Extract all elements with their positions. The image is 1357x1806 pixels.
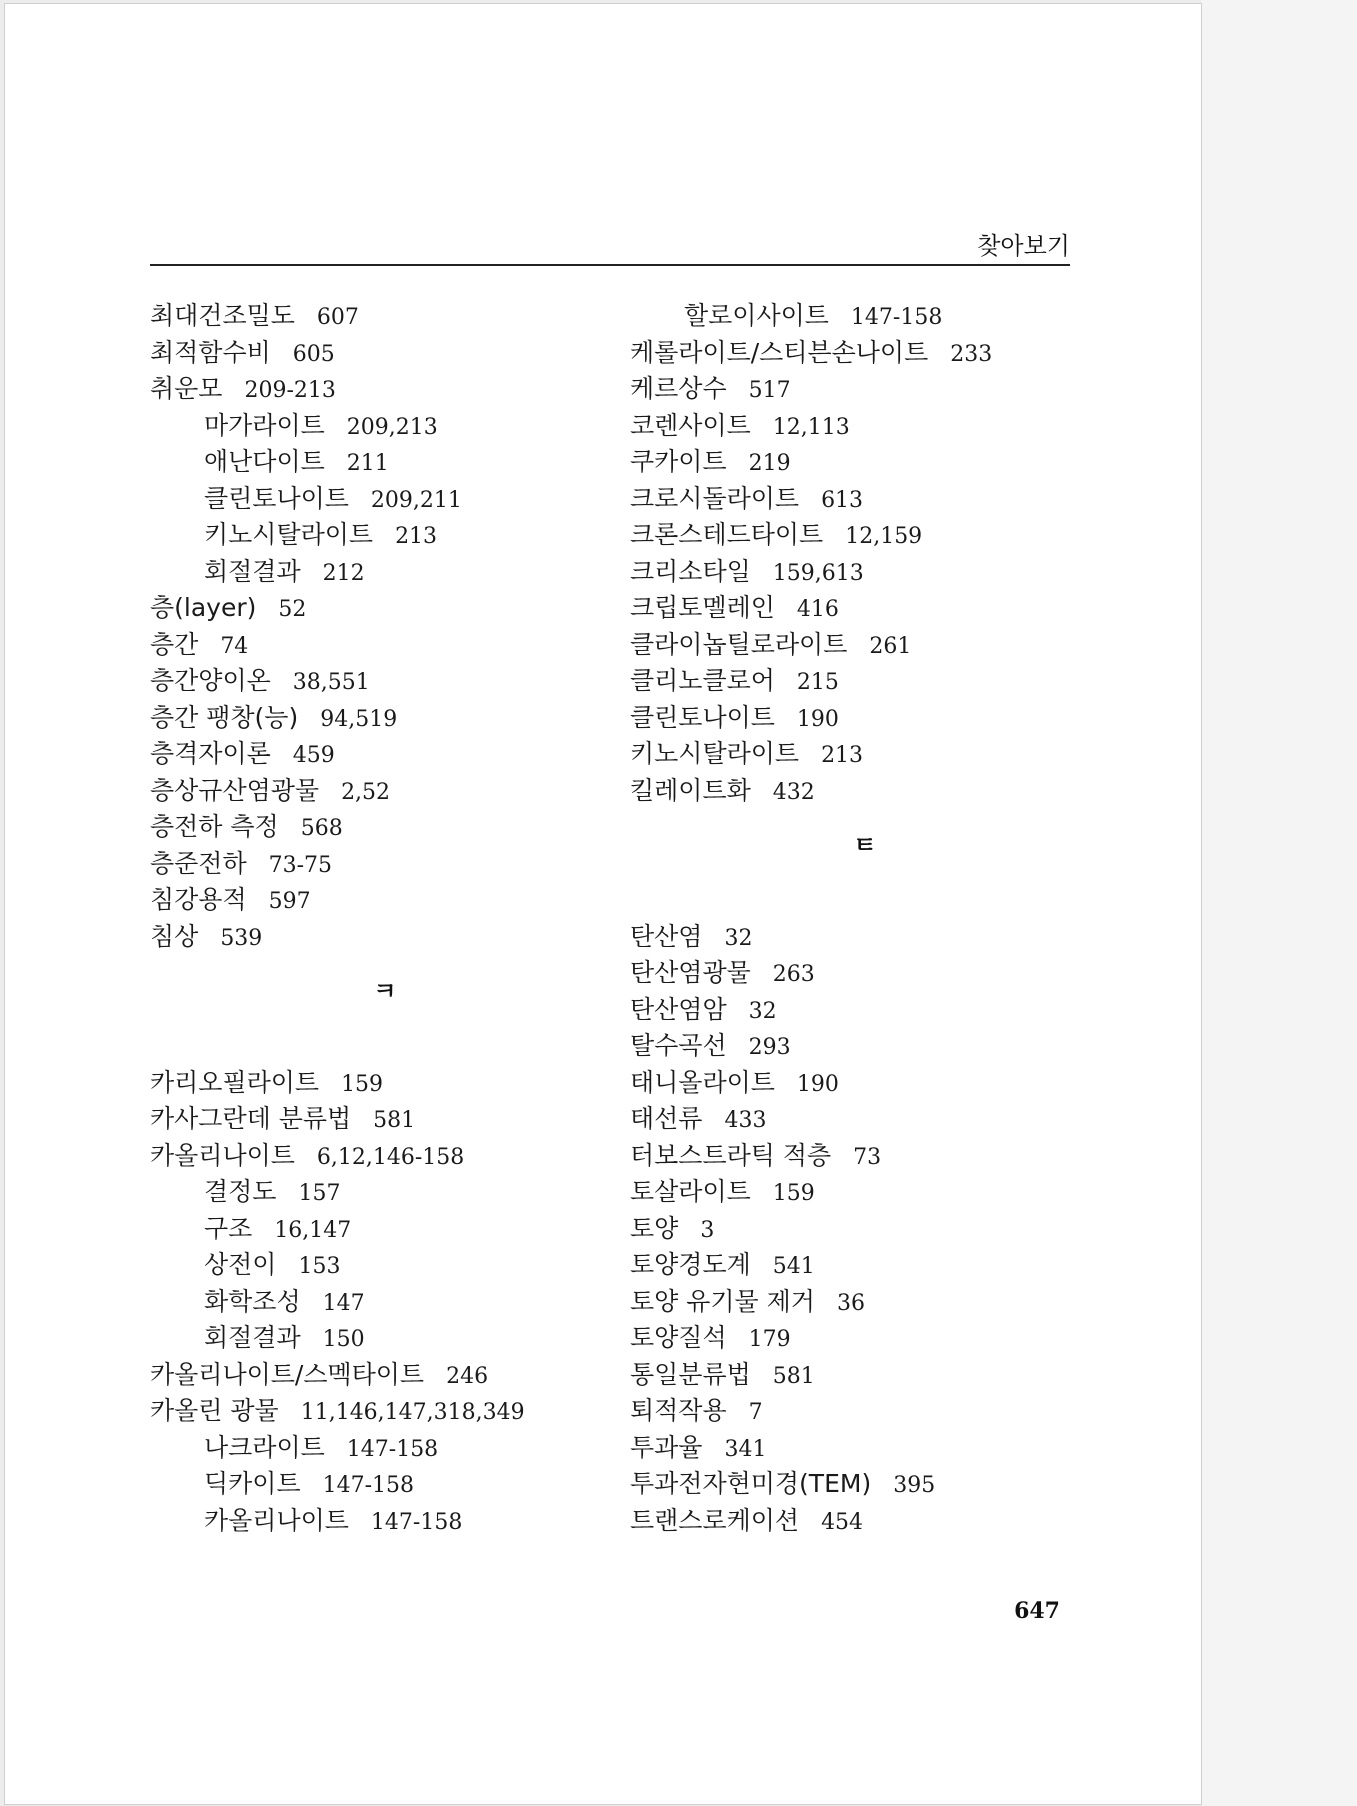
index-pages: 215 [796, 670, 839, 695]
index-term: 층(layer) [150, 593, 257, 622]
index-entry [630, 1503, 1100, 1540]
index-pages: 261 [869, 633, 912, 659]
index-pages: 213 [821, 743, 864, 768]
index-term: 태선류 [630, 1104, 703, 1133]
index-entry [150, 1357, 620, 1394]
index-term: 침강용적 [150, 885, 247, 914]
index-pages: 94,519 [320, 706, 398, 732]
index-entry [630, 371, 1100, 408]
index-term: 카리오필라이트 [150, 1067, 320, 1097]
index-term: 토양 유기물 제거 [630, 1286, 815, 1316]
index-pages: 209,213 [346, 414, 438, 440]
index-entry [150, 846, 620, 883]
index-pages: 7 [748, 1400, 763, 1425]
index-term: 카올리나이트 [204, 1505, 349, 1535]
index-pages: 159,613 [772, 560, 864, 586]
index-pages: 233 [950, 341, 993, 367]
index-term: 탄산염광물 [630, 958, 751, 987]
index-term: 카사그란데 분류법 [150, 1104, 352, 1133]
index-term: 회절결과 [204, 556, 301, 586]
index-pages: 212 [322, 560, 365, 586]
index-term: 투과율 [630, 1432, 703, 1462]
index-entry [630, 554, 1100, 591]
index-subentry [150, 517, 620, 554]
index-entry [150, 590, 620, 627]
section-spacer [630, 882, 1100, 919]
index-entry [150, 298, 620, 335]
index-pages: 341 [724, 1436, 767, 1462]
index-entry [630, 335, 1100, 372]
index-pages: 52 [278, 597, 307, 622]
index-term: 킬레이트화 [630, 775, 751, 805]
index-term: 할로이사이트 [684, 301, 829, 330]
index-pages: 6,12,146-158 [316, 1144, 465, 1170]
index-term: 층간 팽창(능) [150, 702, 299, 732]
index-entry [630, 663, 1100, 700]
index-term: 토양경도계 [630, 1250, 751, 1279]
index-entry [630, 444, 1100, 481]
index-entry [150, 1138, 620, 1175]
index-term: 트랜스로케이션 [630, 1505, 800, 1535]
index-term: 탄산염 [630, 921, 703, 951]
index-term: 카올리나이트 [150, 1140, 295, 1170]
index-term: 침상 [150, 921, 199, 951]
index-term: 딕카이트 [204, 1469, 301, 1498]
index-subentry [150, 1284, 620, 1321]
index-entry [630, 1357, 1100, 1394]
index-pages: 147 [322, 1290, 365, 1316]
index-pages: 36 [836, 1290, 865, 1316]
index-term: 나크라이트 [204, 1432, 325, 1462]
index-entry [630, 1247, 1100, 1284]
index-term: 키노시탈라이트 [204, 520, 374, 549]
index-subentry [150, 1430, 620, 1467]
index-term: 클린토나이트 [204, 483, 349, 513]
index-term: 토살라이트 [630, 1177, 751, 1206]
index-entry [630, 1028, 1100, 1065]
index-pages: 147-158 [322, 1473, 415, 1498]
index-term: 통일분류법 [630, 1359, 751, 1389]
index-term: 크리소타일 [630, 556, 751, 586]
index-entry [630, 1284, 1100, 1321]
index-pages: 432 [772, 779, 815, 805]
index-entry [630, 1466, 1100, 1503]
index-entry [150, 371, 620, 408]
index-entry [630, 517, 1100, 554]
index-term: 클리노클로어 [630, 666, 775, 695]
index-entry [630, 590, 1100, 627]
index-subentry [630, 298, 1100, 335]
index-term: 탄산염암 [630, 994, 727, 1024]
index-subentry [150, 444, 620, 481]
index-term: 크로시돌라이트 [630, 483, 800, 513]
index-entry [150, 882, 620, 919]
index-entry [150, 627, 620, 664]
index-pages: 2,52 [341, 779, 391, 805]
index-entry [630, 1320, 1100, 1357]
index-pages: 395 [893, 1473, 936, 1498]
index-entry [630, 1174, 1100, 1211]
index-pages: 607 [316, 305, 359, 330]
index-term: 층상규산염광물 [150, 775, 320, 805]
index-pages: 454 [821, 1509, 864, 1535]
index-subentry [150, 1247, 620, 1284]
index-entry [630, 1101, 1100, 1138]
index-term: 코렌사이트 [630, 410, 751, 440]
index-term: 애난다이트 [204, 447, 325, 476]
index-pages: 581 [373, 1108, 416, 1133]
index-term: 토양 [630, 1213, 679, 1243]
index-pages: 73-75 [268, 852, 333, 878]
index-subentry [150, 481, 620, 518]
index-pages: 597 [268, 889, 311, 914]
index-pages: 605 [292, 341, 335, 367]
index-term: 상전이 [204, 1250, 277, 1279]
index-pages: 190 [796, 1071, 839, 1097]
index-term: 최적함수비 [150, 337, 271, 367]
index-pages: 539 [220, 925, 263, 951]
index-pages: 211 [346, 451, 389, 476]
index-entry [150, 663, 620, 700]
index-pages: 38,551 [292, 670, 370, 695]
index-pages: 517 [748, 378, 791, 403]
index-pages: 11,146,147,318,349 [300, 1400, 525, 1425]
index-pages: 147-158 [850, 305, 943, 330]
index-term: 층준전하 [150, 848, 247, 878]
index-term: 토양질석 [630, 1323, 727, 1352]
index-section-head: ㅌ [853, 831, 877, 859]
index-pages: 159 [772, 1181, 815, 1206]
index-term: 결정도 [204, 1177, 277, 1206]
index-term: 크론스테드타이트 [630, 520, 824, 549]
index-subentry [150, 408, 620, 445]
index-pages: 246 [446, 1363, 489, 1389]
index-pages: 190 [796, 706, 839, 732]
index-term: 마가라이트 [204, 410, 325, 440]
index-pages: 179 [748, 1327, 791, 1352]
index-column-left [150, 298, 620, 1539]
index-subentry [150, 1211, 620, 1248]
index-entry [150, 1065, 620, 1102]
index-term: 층전하 측정 [150, 812, 279, 841]
index-term: 화학조성 [204, 1286, 301, 1316]
index-entry [150, 700, 620, 737]
index-section-head: ㅋ [373, 977, 397, 1005]
index-subentry [150, 1466, 620, 1503]
index-entry [630, 992, 1100, 1029]
index-pages: 147-158 [346, 1436, 439, 1462]
index-term: 크립토멜레인 [630, 593, 775, 622]
index-term: 카올린 광물 [150, 1396, 279, 1425]
index-term: 태니올라이트 [630, 1067, 775, 1097]
index-pages: 150 [322, 1327, 365, 1352]
index-entry [630, 955, 1100, 992]
index-pages: 157 [298, 1181, 341, 1206]
index-entry [150, 809, 620, 846]
index-pages: 32 [748, 998, 777, 1024]
index-pages: 541 [772, 1254, 815, 1279]
index-pages: 568 [300, 816, 343, 841]
index-entry [630, 773, 1100, 810]
index-term: 클린토나이트 [630, 702, 775, 732]
section-spacer [150, 1028, 620, 1065]
index-entry [630, 1065, 1100, 1102]
index-subentry [150, 1503, 620, 1540]
index-column-right [630, 298, 1100, 1539]
index-entry [630, 481, 1100, 518]
index-entry [630, 1138, 1100, 1175]
index-pages: 12,113 [772, 414, 850, 440]
index-entry [630, 700, 1100, 737]
index-term: 투과전자현미경(TEM) [630, 1469, 872, 1498]
index-entry [630, 627, 1100, 664]
index-pages: 263 [772, 962, 815, 987]
header-rule [150, 264, 1070, 266]
index-pages: 433 [724, 1108, 767, 1133]
index-pages: 213 [395, 524, 438, 549]
index-entry [150, 1393, 620, 1430]
index-term: 탈수곡선 [630, 1031, 727, 1060]
index-subentry [150, 1320, 620, 1357]
index-pages: 153 [298, 1254, 341, 1279]
index-entry [630, 919, 1100, 956]
viewer-background [1201, 0, 1357, 1806]
index-term: 터보스트라틱 적층 [630, 1140, 832, 1170]
index-entry [630, 408, 1100, 445]
index-entry [150, 736, 620, 773]
index-term: 층간양이온 [150, 666, 271, 695]
index-pages: 12,159 [845, 524, 923, 549]
index-pages: 73 [853, 1144, 882, 1170]
index-pages: 32 [724, 925, 753, 951]
index-term: 층격자이론 [150, 739, 271, 768]
index-entry [630, 1430, 1100, 1467]
page-number: 647 [1014, 1598, 1060, 1624]
index-term: 구조 [204, 1213, 253, 1243]
index-pages: 416 [796, 597, 839, 622]
index-term: 케롤라이트/스티븐손나이트 [630, 337, 929, 367]
index-term: 케르상수 [630, 374, 727, 403]
index-pages: 613 [821, 487, 864, 513]
index-term: 키노시탈라이트 [630, 739, 800, 768]
index-pages: 219 [748, 451, 791, 476]
index-entry [150, 773, 620, 810]
index-pages: 459 [292, 743, 335, 768]
index-term: 쿠카이트 [630, 447, 727, 476]
index-term: 층간 [150, 629, 199, 659]
index-subentry [150, 554, 620, 591]
index-entry [630, 1393, 1100, 1430]
index-pages: 159 [341, 1071, 384, 1097]
index-pages: 74 [220, 633, 249, 659]
index-pages: 3 [700, 1217, 715, 1243]
index-entry [630, 1211, 1100, 1248]
index-subentry [150, 1174, 620, 1211]
index-pages: 16,147 [274, 1217, 352, 1243]
index-entry [630, 736, 1100, 773]
index-term: 최대건조밀도 [150, 301, 295, 330]
index-pages: 581 [772, 1363, 815, 1389]
index-entry [150, 1101, 620, 1138]
index-term: 회절결과 [204, 1323, 301, 1352]
index-entry [150, 335, 620, 372]
index-term: 클라이놉틸로라이트 [630, 629, 848, 659]
index-entry [150, 919, 620, 956]
index-pages: 293 [748, 1035, 791, 1060]
index-pages: 209-213 [244, 378, 336, 403]
index-pages: 147-158 [370, 1509, 463, 1535]
index-pages: 209,211 [370, 487, 462, 513]
index-term: 카올리나이트/스멕타이트 [150, 1359, 425, 1389]
index-term: 퇴적작용 [630, 1396, 727, 1425]
index-term: 취운모 [150, 374, 223, 403]
page-header-title: 찾아보기 [977, 232, 1070, 260]
